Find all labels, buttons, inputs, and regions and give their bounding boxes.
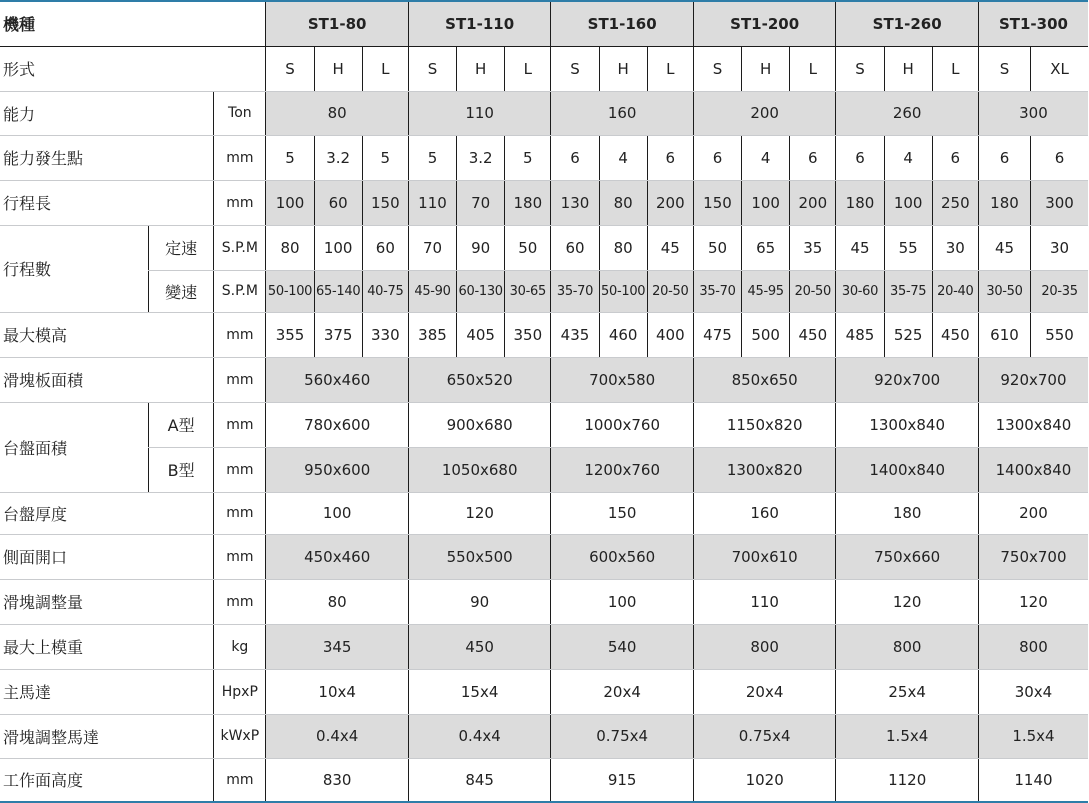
row-label: 能力 bbox=[0, 91, 214, 135]
value-cell: 180 bbox=[836, 180, 884, 225]
value-cell: 525 bbox=[884, 312, 932, 357]
value-cell: 65-140 bbox=[314, 270, 362, 312]
row-label: 最大上模重 bbox=[0, 624, 214, 669]
value-cell: 90 bbox=[408, 579, 551, 624]
value-cell: 200 bbox=[693, 91, 836, 135]
value-cell: 350 bbox=[505, 312, 551, 357]
model-label: 機種 bbox=[0, 1, 266, 46]
value-cell: L bbox=[932, 46, 978, 91]
side_opening-row bbox=[0, 534, 1088, 579]
value-cell: 300 bbox=[978, 91, 1088, 135]
value-cell: 1.5x4 bbox=[836, 714, 979, 758]
value-cell: 900x680 bbox=[408, 402, 551, 447]
value-cell: 150 bbox=[693, 180, 741, 225]
value-cell: S bbox=[978, 46, 1030, 91]
value-cell: 1020 bbox=[693, 758, 836, 802]
value-cell: 30 bbox=[1031, 225, 1088, 270]
unit-cell: mm bbox=[214, 534, 266, 579]
unit-cell: mm bbox=[214, 357, 266, 402]
value-cell: 780x600 bbox=[266, 402, 408, 447]
unit-cell: mm bbox=[214, 492, 266, 534]
value-cell: 30-65 bbox=[505, 270, 551, 312]
value-cell: 610 bbox=[978, 312, 1030, 357]
row-label: 最大模高 bbox=[0, 312, 214, 357]
unit-cell: mm bbox=[214, 180, 266, 225]
value-cell: 180 bbox=[836, 492, 979, 534]
value-cell: 80 bbox=[599, 225, 647, 270]
value-cell: 20-35 bbox=[1031, 270, 1088, 312]
row-label: 滑塊板面積 bbox=[0, 357, 214, 402]
value-cell: 160 bbox=[693, 492, 836, 534]
value-cell: 700x610 bbox=[693, 534, 836, 579]
value-cell: H bbox=[314, 46, 362, 91]
value-cell: H bbox=[742, 46, 790, 91]
value-cell: 550 bbox=[1031, 312, 1088, 357]
value-cell: 1120 bbox=[836, 758, 979, 802]
value-cell: 850x650 bbox=[693, 357, 836, 402]
unit-cell: mm bbox=[214, 312, 266, 357]
bolster-a-row bbox=[0, 402, 1088, 447]
value-cell: 920x700 bbox=[978, 357, 1088, 402]
value-cell: 915 bbox=[551, 758, 694, 802]
value-cell: 80 bbox=[266, 91, 408, 135]
bolster_thickness-row bbox=[0, 492, 1088, 534]
value-cell: 50 bbox=[505, 225, 551, 270]
value-cell: S bbox=[408, 46, 456, 91]
value-cell: L bbox=[647, 46, 693, 91]
value-cell: 1400x840 bbox=[836, 447, 979, 492]
value-cell: 120 bbox=[408, 492, 551, 534]
value-cell: 30-50 bbox=[978, 270, 1030, 312]
value-cell: 180 bbox=[978, 180, 1030, 225]
value-cell: 500 bbox=[742, 312, 790, 357]
capacity-row bbox=[0, 91, 1088, 135]
value-cell: 50-100 bbox=[266, 270, 314, 312]
value-cell: S bbox=[266, 46, 314, 91]
value-cell: 800 bbox=[836, 624, 979, 669]
row-label: 台盤面積 bbox=[0, 402, 149, 492]
value-cell: 6 bbox=[551, 135, 599, 180]
value-cell: 100 bbox=[266, 492, 408, 534]
model-header: ST1-260 bbox=[836, 1, 979, 46]
value-cell: XL bbox=[1031, 46, 1088, 91]
unit-cell: Ton bbox=[214, 91, 266, 135]
value-cell: 1300x840 bbox=[836, 402, 979, 447]
value-cell: 20-50 bbox=[790, 270, 836, 312]
value-cell: 110 bbox=[693, 579, 836, 624]
value-cell: 950x600 bbox=[266, 447, 408, 492]
value-cell: 560x460 bbox=[266, 357, 408, 402]
value-cell: 450 bbox=[790, 312, 836, 357]
value-cell: 300 bbox=[1031, 180, 1088, 225]
unit-cell: mm bbox=[214, 135, 266, 180]
value-cell: 1150x820 bbox=[693, 402, 836, 447]
value-cell: 45-95 bbox=[742, 270, 790, 312]
model-header: ST1-200 bbox=[693, 1, 836, 46]
value-cell: 60-130 bbox=[457, 270, 505, 312]
value-cell: 405 bbox=[457, 312, 505, 357]
value-cell: 5 bbox=[266, 135, 314, 180]
value-cell: 45-90 bbox=[408, 270, 456, 312]
row-label: 工作面高度 bbox=[0, 758, 214, 802]
value-cell: 3.2 bbox=[314, 135, 362, 180]
value-cell: 6 bbox=[978, 135, 1030, 180]
value-cell: 25x4 bbox=[836, 669, 979, 714]
main_motor-row bbox=[0, 669, 1088, 714]
value-cell: 80 bbox=[266, 225, 314, 270]
value-cell: 35-75 bbox=[884, 270, 932, 312]
value-cell: 475 bbox=[693, 312, 741, 357]
sub-label: B型 bbox=[149, 447, 214, 492]
value-cell: 800 bbox=[693, 624, 836, 669]
value-cell: 6 bbox=[647, 135, 693, 180]
unit-cell: mm bbox=[214, 758, 266, 802]
value-cell: 150 bbox=[362, 180, 408, 225]
value-cell: 260 bbox=[836, 91, 979, 135]
row-label: 滑塊調整馬達 bbox=[0, 714, 214, 758]
value-cell: 20x4 bbox=[551, 669, 694, 714]
value-cell: 180 bbox=[505, 180, 551, 225]
value-cell: S bbox=[693, 46, 741, 91]
value-cell: 110 bbox=[408, 91, 551, 135]
value-cell: 45 bbox=[647, 225, 693, 270]
value-cell: 800 bbox=[978, 624, 1088, 669]
model-header: ST1-80 bbox=[266, 1, 408, 46]
value-cell: L bbox=[790, 46, 836, 91]
value-cell: 10x4 bbox=[266, 669, 408, 714]
value-cell: 250 bbox=[932, 180, 978, 225]
value-cell: 450 bbox=[408, 624, 551, 669]
value-cell: 1000x760 bbox=[551, 402, 694, 447]
value-cell: 50-100 bbox=[599, 270, 647, 312]
value-cell: H bbox=[599, 46, 647, 91]
row-label: 滑塊調整量 bbox=[0, 579, 214, 624]
value-cell: 70 bbox=[408, 225, 456, 270]
value-cell: 4 bbox=[742, 135, 790, 180]
unit-cell: kWxP bbox=[214, 714, 266, 758]
value-cell: 160 bbox=[551, 91, 694, 135]
value-cell: 460 bbox=[599, 312, 647, 357]
value-cell: 6 bbox=[836, 135, 884, 180]
value-cell: 0.75x4 bbox=[551, 714, 694, 758]
header-row bbox=[0, 1, 1088, 46]
unit-cell: S.P.M bbox=[214, 225, 266, 270]
value-cell: 920x700 bbox=[836, 357, 979, 402]
model-header: ST1-110 bbox=[408, 1, 551, 46]
rated_point-row bbox=[0, 135, 1088, 180]
value-cell: 550x500 bbox=[408, 534, 551, 579]
value-cell: 200 bbox=[978, 492, 1088, 534]
form-row bbox=[0, 46, 1088, 91]
unit-cell: mm bbox=[214, 402, 266, 447]
value-cell: 45 bbox=[978, 225, 1030, 270]
value-cell: 6 bbox=[932, 135, 978, 180]
value-cell: 55 bbox=[884, 225, 932, 270]
value-cell: 5 bbox=[505, 135, 551, 180]
value-cell: 60 bbox=[314, 180, 362, 225]
work_height-row bbox=[0, 758, 1088, 802]
row-label: 形式 bbox=[0, 46, 266, 91]
row-label: 行程長 bbox=[0, 180, 214, 225]
value-cell: 15x4 bbox=[408, 669, 551, 714]
value-cell: 1300x820 bbox=[693, 447, 836, 492]
row-label: 主馬達 bbox=[0, 669, 214, 714]
value-cell: 20x4 bbox=[693, 669, 836, 714]
value-cell: 70 bbox=[457, 180, 505, 225]
spm-fixed-row bbox=[0, 225, 1088, 270]
value-cell: 435 bbox=[551, 312, 599, 357]
value-cell: S bbox=[551, 46, 599, 91]
value-cell: 200 bbox=[790, 180, 836, 225]
unit-cell: HpxP bbox=[214, 669, 266, 714]
value-cell: 345 bbox=[266, 624, 408, 669]
value-cell: 0.4x4 bbox=[408, 714, 551, 758]
value-cell: 0.4x4 bbox=[266, 714, 408, 758]
value-cell: 100 bbox=[884, 180, 932, 225]
value-cell: 120 bbox=[836, 579, 979, 624]
value-cell: 4 bbox=[884, 135, 932, 180]
value-cell: 120 bbox=[978, 579, 1088, 624]
value-cell: H bbox=[457, 46, 505, 91]
value-cell: 200 bbox=[647, 180, 693, 225]
value-cell: 750x660 bbox=[836, 534, 979, 579]
value-cell: 6 bbox=[1031, 135, 1088, 180]
value-cell: 1400x840 bbox=[978, 447, 1088, 492]
value-cell: 150 bbox=[551, 492, 694, 534]
slide_area-row bbox=[0, 357, 1088, 402]
value-cell: 400 bbox=[647, 312, 693, 357]
value-cell: 375 bbox=[314, 312, 362, 357]
value-cell: 40-75 bbox=[362, 270, 408, 312]
row-label: 台盤厚度 bbox=[0, 492, 214, 534]
unit-cell: S.P.M bbox=[214, 270, 266, 312]
value-cell: 600x560 bbox=[551, 534, 694, 579]
value-cell: 5 bbox=[408, 135, 456, 180]
value-cell: 35 bbox=[790, 225, 836, 270]
value-cell: 845 bbox=[408, 758, 551, 802]
value-cell: S bbox=[836, 46, 884, 91]
die_height-row bbox=[0, 312, 1088, 357]
value-cell: 4 bbox=[599, 135, 647, 180]
value-cell: 60 bbox=[551, 225, 599, 270]
value-cell: H bbox=[884, 46, 932, 91]
adjust_motor-row bbox=[0, 714, 1088, 758]
value-cell: 6 bbox=[790, 135, 836, 180]
value-cell: 700x580 bbox=[551, 357, 694, 402]
value-cell: 110 bbox=[408, 180, 456, 225]
value-cell: 1140 bbox=[978, 758, 1088, 802]
value-cell: 130 bbox=[551, 180, 599, 225]
unit-cell: kg bbox=[214, 624, 266, 669]
model-header: ST1-300 bbox=[978, 1, 1088, 46]
stroke-row bbox=[0, 180, 1088, 225]
value-cell: L bbox=[362, 46, 408, 91]
row-label: 側面開口 bbox=[0, 534, 214, 579]
row-label: 能力發生點 bbox=[0, 135, 214, 180]
value-cell: 330 bbox=[362, 312, 408, 357]
value-cell: 35-70 bbox=[693, 270, 741, 312]
value-cell: 30 bbox=[932, 225, 978, 270]
value-cell: 0.75x4 bbox=[693, 714, 836, 758]
value-cell: 485 bbox=[836, 312, 884, 357]
sub-label: A型 bbox=[149, 402, 214, 447]
value-cell: 30x4 bbox=[978, 669, 1088, 714]
value-cell: 100 bbox=[314, 225, 362, 270]
value-cell: 30-60 bbox=[836, 270, 884, 312]
sub-label: 變速 bbox=[149, 270, 214, 312]
value-cell: 830 bbox=[266, 758, 408, 802]
unit-cell: mm bbox=[214, 579, 266, 624]
value-cell: 100 bbox=[266, 180, 314, 225]
value-cell: 20-40 bbox=[932, 270, 978, 312]
value-cell: 45 bbox=[836, 225, 884, 270]
value-cell: 20-50 bbox=[647, 270, 693, 312]
value-cell: 540 bbox=[551, 624, 694, 669]
value-cell: 5 bbox=[362, 135, 408, 180]
bolster-b-row bbox=[0, 447, 1088, 492]
value-cell: 100 bbox=[742, 180, 790, 225]
value-cell: 355 bbox=[266, 312, 314, 357]
value-cell: 80 bbox=[266, 579, 408, 624]
value-cell: 60 bbox=[362, 225, 408, 270]
value-cell: 1050x680 bbox=[408, 447, 551, 492]
row-label: 行程數 bbox=[0, 225, 149, 312]
value-cell: 3.2 bbox=[457, 135, 505, 180]
sub-label: 定速 bbox=[149, 225, 214, 270]
value-cell: 750x700 bbox=[978, 534, 1088, 579]
value-cell: 100 bbox=[551, 579, 694, 624]
value-cell: 80 bbox=[599, 180, 647, 225]
value-cell: 1300x840 bbox=[978, 402, 1088, 447]
model-header: ST1-160 bbox=[551, 1, 694, 46]
value-cell: L bbox=[505, 46, 551, 91]
unit-cell: mm bbox=[214, 447, 266, 492]
spm-variable-row bbox=[0, 270, 1088, 312]
value-cell: 1.5x4 bbox=[978, 714, 1088, 758]
value-cell: 1200x760 bbox=[551, 447, 694, 492]
value-cell: 650x520 bbox=[408, 357, 551, 402]
value-cell: 450 bbox=[932, 312, 978, 357]
value-cell: 90 bbox=[457, 225, 505, 270]
value-cell: 385 bbox=[408, 312, 456, 357]
value-cell: 65 bbox=[742, 225, 790, 270]
value-cell: 35-70 bbox=[551, 270, 599, 312]
value-cell: 6 bbox=[693, 135, 741, 180]
value-cell: 50 bbox=[693, 225, 741, 270]
upper_die_weight-row bbox=[0, 624, 1088, 669]
slide_adjust-row bbox=[0, 579, 1088, 624]
value-cell: 450x460 bbox=[266, 534, 408, 579]
